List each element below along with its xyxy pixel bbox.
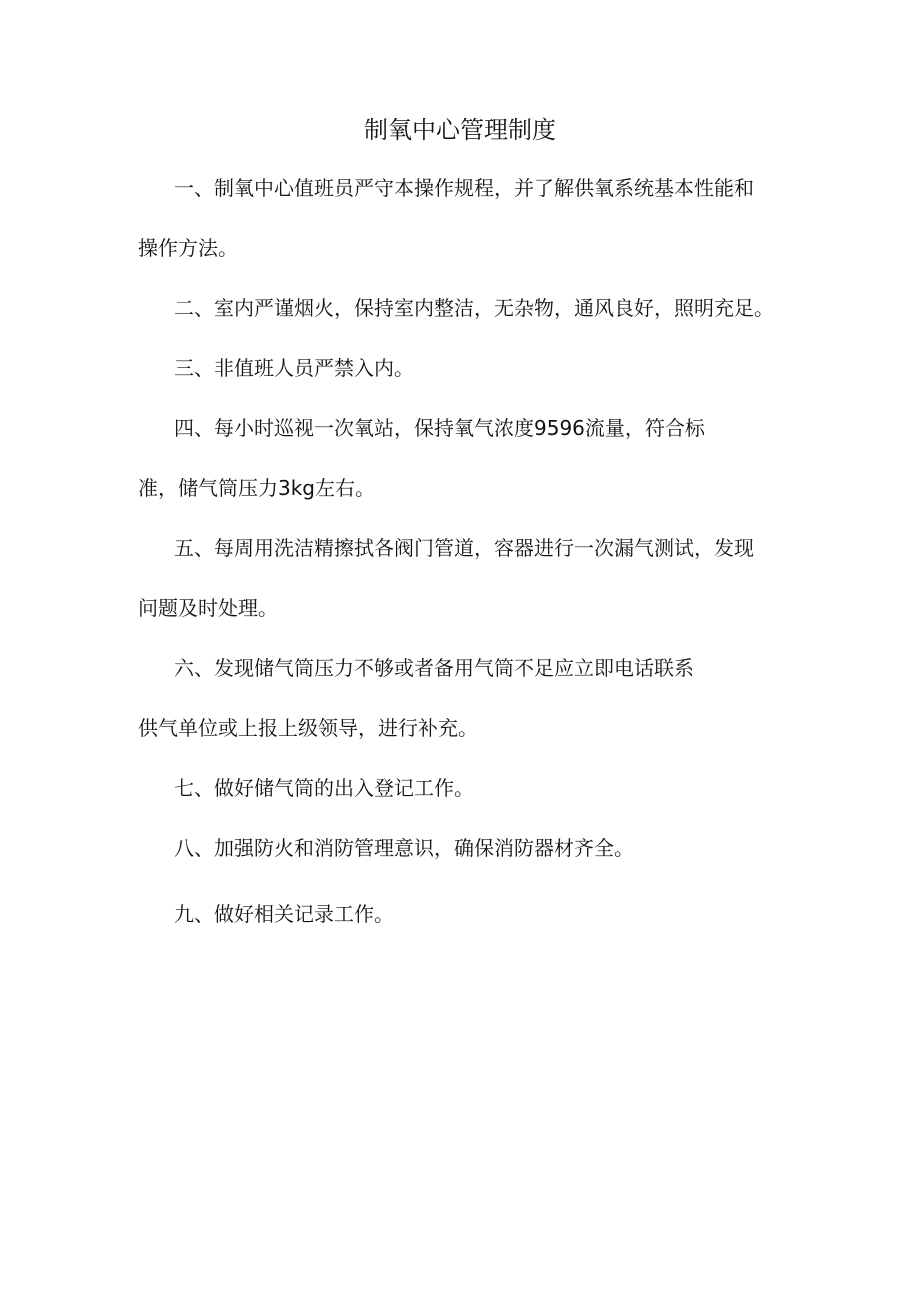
rule-1-line-2: 操作方法。 bbox=[138, 236, 238, 260]
rule-5-line-1: 五、每周用洗洁精擦拭各阀门管道，容器进行一次漏气测试，发现 bbox=[174, 536, 754, 560]
document-title: 制氧中心管理制度 bbox=[364, 116, 556, 144]
rule-8-line-1: 八、加强防火和消防管理意识，确保消防器材齐全。 bbox=[174, 836, 634, 860]
rule-6-line-2: 供气单位或上报上级领导，进行补充。 bbox=[138, 716, 478, 740]
rule-4-line-1: 四、每小时巡视一次氧站，保持氧气浓度9596流量，符合标 bbox=[174, 416, 705, 440]
rule-1-line-1: 一、制氧中心值班员严守本操作规程，并了解供氧系统基本性能和 bbox=[174, 176, 754, 200]
rule-5-line-2: 问题及时处理。 bbox=[138, 596, 278, 620]
rule-4-line-2: 准，储气筒压力3kg左右。 bbox=[138, 476, 376, 500]
rule-6-line-1: 六、发现储气筒压力不够或者备用气筒不足应立即电话联系 bbox=[174, 656, 694, 680]
rule-9-line-1: 九、做好相关记录工作。 bbox=[174, 902, 394, 926]
rule-7-line-1: 七、做好储气筒的出入登记工作。 bbox=[174, 776, 474, 800]
rule-3-line-1: 三、非值班人员严禁入内。 bbox=[174, 356, 414, 380]
rule-2-line-1: 二、室内严谨烟火，保持室内整洁，无杂物，通风良好，照明充足。 bbox=[174, 296, 774, 320]
